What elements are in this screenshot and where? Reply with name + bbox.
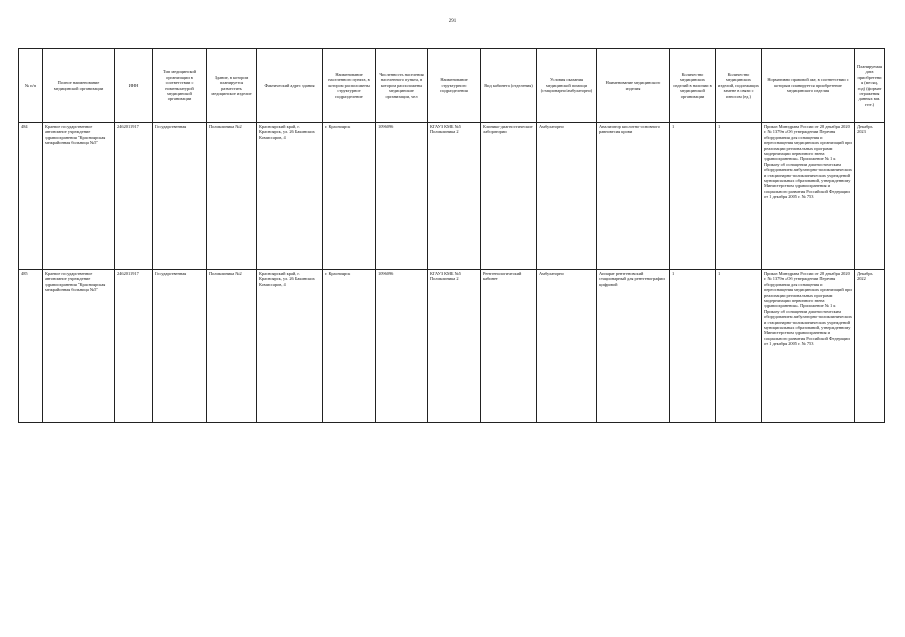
devices-to-replace-cell: 1: [716, 123, 762, 270]
organization-type-cell: Государственная: [153, 270, 207, 423]
header-cell: ИНН: [115, 49, 153, 123]
building-cell: Поликлиника №2: [207, 270, 257, 423]
address-cell: Красноярский край, г. Красноярск, ул. 26 Бакинских Комиссаров, 4: [257, 270, 323, 423]
organization-type-cell: Государственная: [153, 123, 207, 270]
header-cell: Вид кабинета (отделения): [481, 49, 537, 123]
equipment-register-table: [18, 48, 885, 423]
settlement-cell: г. Красноярск: [323, 123, 376, 270]
inn-cell: 2462011917: [115, 123, 153, 270]
header-cell: Планируемая дата приобретения (месяц, год) (формат отражения данных мм. гггг.): [855, 49, 885, 123]
header-cell: Полное наименование медицинской организации: [43, 49, 115, 123]
table-row: [19, 123, 885, 270]
legal-act-cell: Приказ Минздрава России от 28 декабря 2020 г. № 1379н «Об утверждении Перечня оборудования для оснащения и переоснащения медицинских организаций при реализации региональных программ модернизации первичного звена здравоохранения». Приложение № 1 к Приказу об оснащении диагностическим оборудованием амбулаторно-поликлинических и стационарно-поликлинических учреждений муниципальных образований, утвержденному Министерством здравоохранения и социального развития Российской Федерации от 1 декабря 2005 г. № 753: [762, 270, 855, 423]
header-cell: № п/п: [19, 49, 43, 123]
planned-date-cell: Декабрь 2022: [855, 270, 885, 423]
planned-date-cell: Декабрь 2023: [855, 123, 885, 270]
building-cell: Поликлиника №2: [207, 123, 257, 270]
inn-cell: 2462011917: [115, 270, 153, 423]
header-cell: Наименование структурного подразделения: [428, 49, 481, 123]
header-cell: Наименование медицинского изделия: [597, 49, 670, 123]
header-cell: Наименование населенного пункта, в котором расположены структурное подразделение: [323, 49, 376, 123]
row-number-cell: 484: [19, 123, 43, 270]
device-name-cell: Аппарат рентгеновский стационарный для рентгенографии цифровой: [597, 270, 670, 423]
table-header-row: [19, 49, 885, 123]
division-cell: КГАУЗ КМБ №5 Поликлиника 2: [428, 270, 481, 423]
care-conditions-cell: Амбулаторно: [537, 270, 597, 423]
cabinet-type-cell: Рентгенологический кабинет: [481, 270, 537, 423]
legal-act-cell: Приказ Минздрава России от 28 декабря 2020 г. № 1379н «Об утверждении Перечня оборудования для оснащения и переоснащения медицинских организаций при реализации региональных программ модернизации первичного звена здравоохранения». Приложение № 1 к Приказу об оснащении диагностическим оборудованием амбулаторно-поликлинических и стационарно-поликлинических учреждений муниципальных образований, утвержденному Министерством здравоохранения и социального развития Российской Федерации от 1 декабря 2005 г. № 753: [762, 123, 855, 270]
organization-name-cell: Краевое государственное автономное учреждение здравоохранения "Красноярская межрайонная больница №5": [43, 123, 115, 270]
devices-available-cell: 1: [670, 270, 716, 423]
header-cell: Численность населения населенного пункта, в котором расположены медицинские организации, чел: [376, 49, 428, 123]
header-cell: Условия оказания медицинской помощи (стационарно/амбулаторно): [537, 49, 597, 123]
header-cell: Здание, в котором планируется разместить медицинское изделие: [207, 49, 257, 123]
devices-available-cell: 1: [670, 123, 716, 270]
organization-name-cell: Краевое государственное автономное учреждение здравоохранения "Красноярская межрайонная больница №5": [43, 270, 115, 423]
header-cell: Нормативно правовой акт, в соответствии с которым планируется приобретение медицинского изделия: [762, 49, 855, 123]
header-cell: Фактический адрес здания: [257, 49, 323, 123]
header-cell: Количество медицинских изделий в наличии в медицинской организации: [670, 49, 716, 123]
page-number: 291: [448, 19, 457, 24]
device-name-cell: Анализатор кислотно-основного равновесия крови: [597, 123, 670, 270]
address-cell: Красноярский край, г. Красноярск, ул. 26 Бакинских Комиссаров, 4: [257, 123, 323, 270]
row-number-cell: 485: [19, 270, 43, 423]
cabinet-type-cell: Клинико-диагностические лаборатории: [481, 123, 537, 270]
population-cell: 1096096: [376, 270, 428, 423]
population-cell: 1096096: [376, 123, 428, 270]
settlement-cell: г. Красноярск: [323, 270, 376, 423]
header-cell: Количество медицинских изделий, подлежащих замене в связи с износом (ед.): [716, 49, 762, 123]
table-row: [19, 270, 885, 423]
header-cell: Тип медицинской организации в соответствии с номенклатурой медицинской организации: [153, 49, 207, 123]
division-cell: КГАУЗ КМБ №5 Поликлиника 2: [428, 123, 481, 270]
care-conditions-cell: Амбулаторно: [537, 123, 597, 270]
devices-to-replace-cell: 1: [716, 270, 762, 423]
